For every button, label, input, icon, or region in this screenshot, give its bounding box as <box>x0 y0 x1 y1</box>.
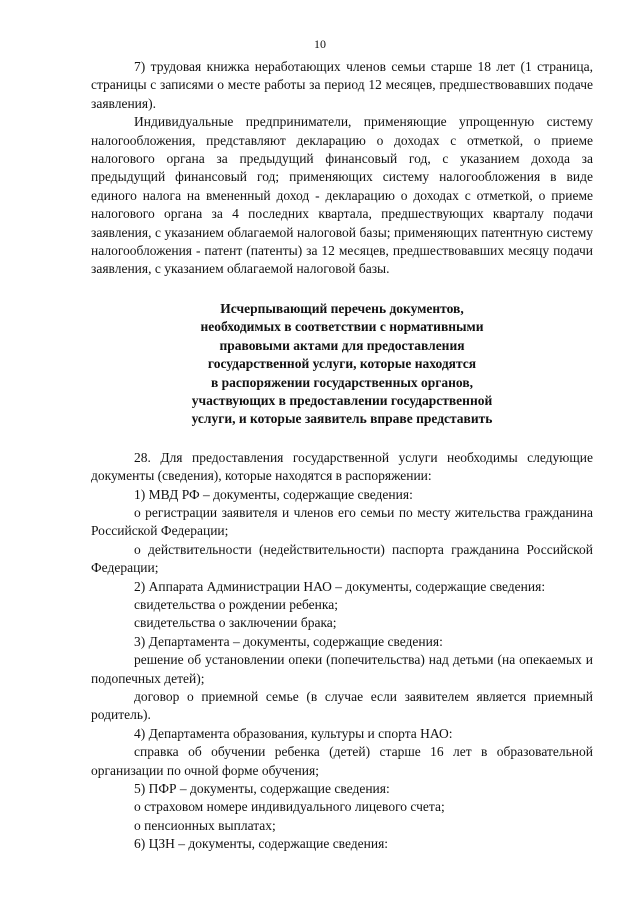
document-body <box>91 58 593 854</box>
section-heading <box>91 300 593 429</box>
list-subitem: свидетельства о рождении ребенка; <box>134 596 338 612</box>
list-item-pfr: 5) ПФР – документы, содержащие сведения: <box>134 781 390 797</box>
heading-line: услуги, и которые заявитель вправе представить <box>191 411 493 427</box>
heading-line: Исчерпывающий перечень документов, <box>220 300 464 316</box>
list-item-department: 3) Департамента – документы, содержащие сведения: <box>134 633 443 649</box>
list-subitem: решение об установлении опеки (попечительства) над детьми (на опекаемых и подопечных детей); <box>91 652 593 686</box>
list-item-czn: 6) ЦЗН – документы, содержащие сведения: <box>134 836 389 852</box>
list-subitem: о регистрации заявителя и членов его семьи по месту жительства гражданина Российской Федерации; <box>91 504 593 539</box>
list-subitem: справка об обучении ребенка (детей) старше 16 лет в образовательной организации по очной форме обучения; <box>91 744 593 778</box>
paragraph-item-7: 7) трудовая книжка неработающих членов семьи старше 18 лет (1 страница, страницы с записями о месте работы за период 12 месяцев, предшествовавших подаче заявления). <box>91 59 593 111</box>
list-subitem: о пенсионных выплатах; <box>134 817 276 833</box>
heading-line: правовыми актами для предоставления <box>219 337 465 353</box>
list-item-mvd: 1) МВД РФ – документы, содержащие сведения: <box>134 486 413 502</box>
list-subitem: о действительности (недействительности) паспорта гражданина Российской Федерации; <box>91 541 593 576</box>
heading-line: в распоряжении государственных органов, <box>210 374 474 390</box>
paragraph-entrepreneurs: Индивидуальные предприниматели, применяющие упрощенную систему налогообложения, представляют декларацию о доходах с отметкой, о приеме налогового органа за предыдущий финансовый год, с указанием дохода за предыдущий финансовый год; применяющих систему налогообложения в виде единого налога на вмененный доход - декларацию о доходах с отметкой, о приеме налогового органа за 4 последних квартала, предшествующих кварталу подачи заявления, с указанием облагаемой налоговой базы; применяющих патентную систему налогообложения - патент (патенты) за 12 месяцев, предшествовавших месяцу подачи заявления, с указанием облагаемой налоговой базы. <box>91 114 593 277</box>
page-number: 10 <box>314 37 326 51</box>
heading-line: необходимых в соответствии с нормативными <box>200 319 484 335</box>
heading-line: государственной услуги, которые находятся <box>207 356 477 372</box>
list-subitem: свидетельства о заключении брака; <box>134 615 337 631</box>
heading-line: участвующих в предоставлении государственной <box>191 392 493 408</box>
list-item-apparat: 2) Аппарата Администрации НАО – документы, содержащие сведения: <box>134 578 546 594</box>
list-subitem: договор о приемной семье (в случае если заявителем является приемный родитель). <box>91 689 593 723</box>
paragraph-28-lead: 28. Для предоставления государственной услуги необходимы следующие документы (сведения), которые находятся в распоряжении: <box>91 449 593 484</box>
list-subitem: о страховом номере индивидуального лицевого счета; <box>134 799 445 815</box>
list-item-education-department: 4) Департамента образования, культуры и спорта НАО: <box>134 725 453 741</box>
